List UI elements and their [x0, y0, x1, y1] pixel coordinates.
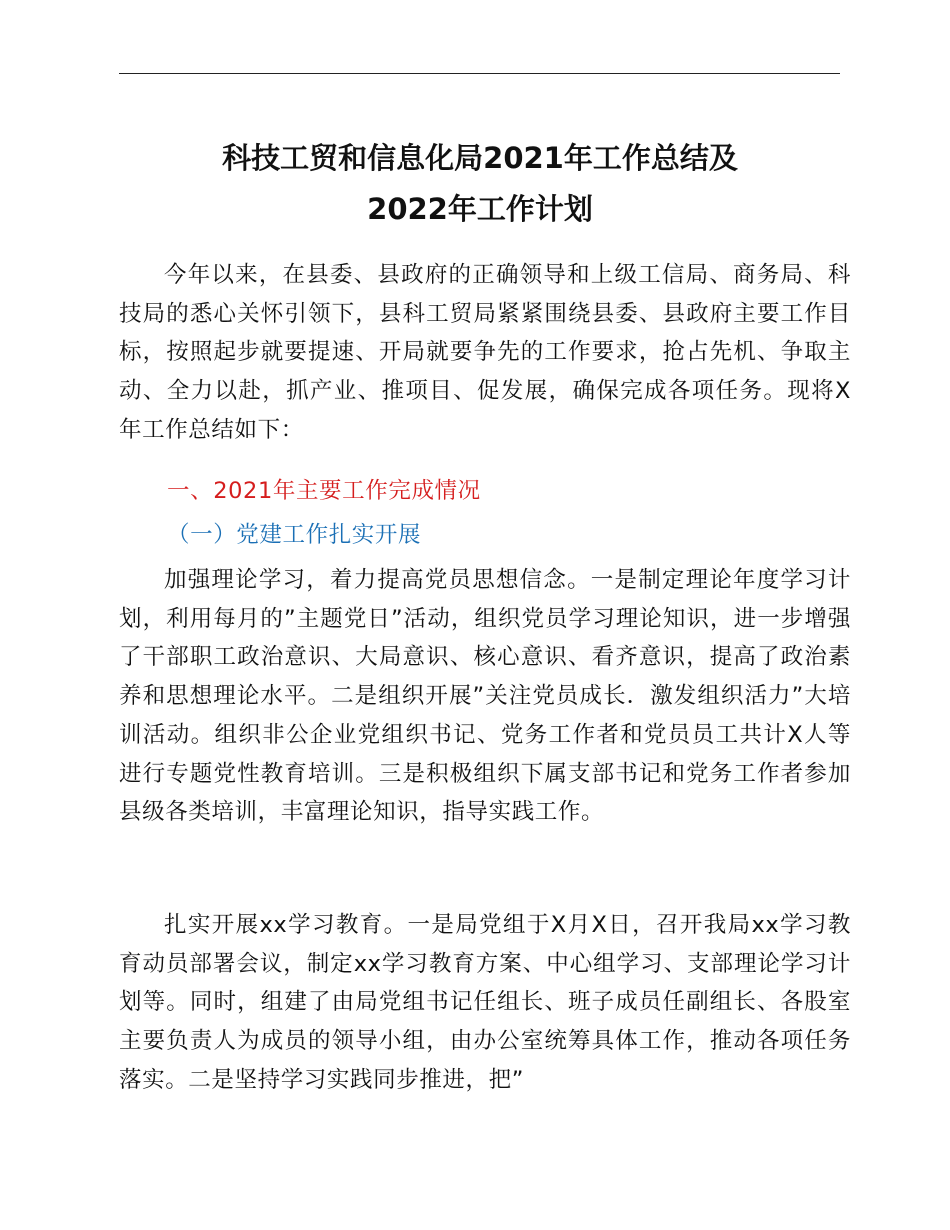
- header-rule: [119, 73, 840, 74]
- paragraph-2-text: 扎实开展xx学习教育。一是局党组于X月X日，召开我局xx学习教育动员部署会议，制定xx学习教育方案、中心组学习、支部理论学习计划等。同时，组建了由局党组书记任组长、班子成员任副组长、各股室主要负责人为成员的领导小组，由办公室统筹具体工作，推动各项任务落实。二是坚持学习实践同步推进，把”: [119, 912, 851, 1093]
- section-heading-1: 一、2021年主要工作完成情况: [167, 478, 481, 504]
- intro-text: 今年以来，在县委、县政府的正确领导和上级工信局、商务局、科技局的悉心关怀引领下，县科工贸局紧紧围绕县委、县政府主要工作目标，按照起步就要提速、开局就要争先的工作要求，抢占先机、争取主动、全力以赴，抓产业、推项目、促发展，确保完成各项任务。现将X年工作总结如下：: [119, 262, 851, 443]
- intro-paragraph: [119, 256, 851, 450]
- body-paragraph-1: [119, 561, 851, 832]
- document-title-line2: 2022年工作计划: [367, 192, 593, 226]
- document-title-line1: 科技工贸和信息化局2021年工作总结及: [222, 141, 738, 175]
- subsection-heading-1: （一）党建工作扎实开展: [167, 522, 422, 548]
- paragraph-1-text: 加强理论学习，着力提高党员思想信念。一是制定理论年度学习计划，利用每月的”主题党日”活动，组织党员学习理论知识，进一步增强了干部职工政治意识、大局意识、核心意识、看齐意识，提高了政治素养和思想理论水平。二是组织开展”关注党员成长．激发组织活力”大培训活动。组织非公企业党组织书记、党务工作者和党员员工共计X人等进行专题党性教育培训。三是积极组织下属支部书记和党务工作者参加县级各类培训，丰富理论知识，指导实践工作。: [119, 567, 851, 826]
- body-paragraph-2: [119, 906, 851, 1100]
